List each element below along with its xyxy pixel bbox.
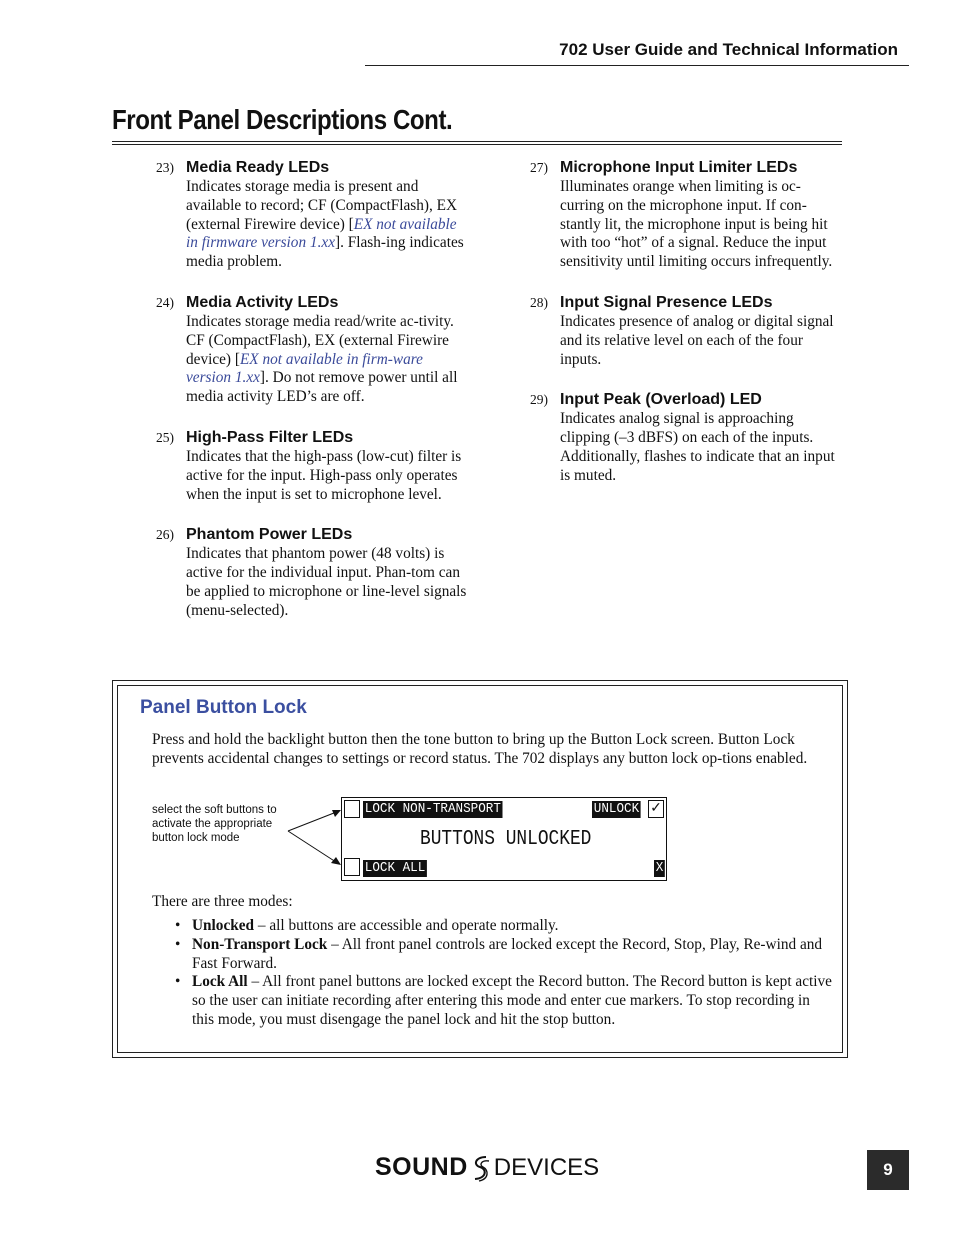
- unlock-label[interactable]: UNLOCK: [593, 801, 640, 817]
- arrowhead-bottom: [331, 857, 341, 865]
- lcd-status-text: BUTTONS UNLOCKED: [420, 828, 592, 851]
- item-title: Media Activity LEDs: [186, 293, 339, 311]
- item-body: Indicates that phantom power (48 volts) is active for the individual input. Phan-tom can be applied to microphone or line-level signals (menu-selected).: [186, 545, 467, 619]
- item-body: Indicates storage media read/write ac-tivity. CF (CompactFlash), EX (external Firewire device) [EX not available in firm-ware version 1.xx]. Do not remove power until all media activity LED’s are off.: [186, 312, 458, 406]
- panel-lock-intro: Press and hold the backlight button then the tone button to bring up the Button Lock screen. Button Lock prevents accidental changes to settings or record status. The 702 displays any button lock op-tions enabled.: [152, 731, 808, 767]
- mode-name: Non-Transport Lock: [192, 935, 328, 953]
- softkey-checkbox-top[interactable]: [344, 800, 360, 818]
- item-number: 26): [156, 527, 174, 543]
- list-item: [530, 390, 845, 485]
- list-item: [156, 158, 471, 272]
- list-item: [175, 917, 835, 936]
- mode-name: Lock All: [192, 973, 248, 991]
- list-item: [530, 158, 845, 272]
- item-body: Indicates that the high-pass (low-cut) filter is active for the input. High-pass only operates when the input is set to microphone level.: [186, 447, 462, 503]
- page-number: 9: [867, 1150, 909, 1190]
- check-icon: ✓: [648, 800, 664, 818]
- item-body: Indicates storage media is present and available to record; CF (CompactFlash), EX (external Firewire device) [EX not available in firmware version 1.xx]. Flash-ing indicates media problem.: [186, 178, 464, 271]
- item-title: High-Pass Filter LEDs: [186, 428, 354, 446]
- item-body: Illuminates orange when limiting is oc-curring on the microphone input. If con-stantly lit, the microphone input is being hit with too “hot” of a signal. Reduce the input sensitivity until limiting occurs infrequently.: [560, 178, 833, 271]
- mode-name: Unlocked: [192, 917, 255, 934]
- item-title: Microphone Input Limiter LEDs: [560, 159, 798, 176]
- item-body: Indicates presence of analog or digital signal and its relative level on each of the four inputs.: [560, 312, 834, 368]
- sound-devices-logo: SOUND DEVICES: [375, 1153, 600, 1181]
- arrow-line-top: [288, 811, 339, 831]
- panel-lock-heading: Panel Button Lock: [140, 697, 307, 718]
- lock-non-transport-label[interactable]: LOCK NON-TRANSPORT: [364, 801, 501, 817]
- left-column: [156, 158, 471, 642]
- mode-desc: – All front panel buttons are locked except the Record button. The Record button is kept active so the user can initiate recording after entering this mode and enter cue markers. To stop recording in this mode, you must disengage the panel lock and hit the stop button.: [192, 973, 832, 1028]
- item-number: 28): [530, 294, 548, 310]
- firmware-note: EX not available in firmware version 1.xx: [186, 215, 457, 252]
- list-item: [175, 973, 835, 1029]
- modes-intro: There are three modes:: [152, 893, 293, 910]
- item-title: Input Peak (Overload) LED: [560, 391, 762, 409]
- list-item: [156, 525, 471, 620]
- item-number: 25): [156, 429, 174, 445]
- item-title: Phantom Power LEDs: [186, 526, 353, 544]
- title-rule: [112, 141, 842, 145]
- list-item: [156, 293, 471, 407]
- item-body: Indicates analog signal is approaching clipping (–3 dBFS) on each of the inputs. Additionally, flashes to indicate that an input is muted.: [560, 410, 835, 484]
- item-title: Input Signal Presence LEDs: [560, 293, 773, 311]
- lock-all-label[interactable]: LOCK ALL: [364, 860, 426, 876]
- logo-s-swirl-icon: [469, 1154, 493, 1182]
- x-icon: X: [655, 860, 664, 876]
- item-title: Media Ready LEDs: [186, 159, 330, 176]
- list-item: [156, 428, 471, 504]
- item-number: 23): [156, 160, 174, 175]
- annotation-arrows: [286, 805, 346, 870]
- item-number: 27): [530, 160, 548, 175]
- firmware-note: EX not available in firm-ware version 1.xx: [186, 350, 423, 387]
- lcd-screen: [341, 797, 667, 881]
- annotation-text: select the soft buttons to activate the appropriate button lock mode: [152, 804, 277, 844]
- mode-desc: – all buttons are accessible and operate normally.: [254, 917, 559, 934]
- page-title: Front Panel Descriptions Cont.: [112, 104, 453, 135]
- list-item: [175, 936, 835, 974]
- modes-list: [175, 917, 835, 1030]
- list-item: [530, 293, 845, 369]
- softkey-checkbox-bottom[interactable]: [344, 858, 360, 876]
- header-rule: [365, 65, 909, 66]
- item-number: 29): [530, 392, 548, 408]
- arrow-line-bottom: [288, 831, 339, 864]
- running-header: 702 User Guide and Technical Information: [559, 40, 898, 59]
- mode-desc: – All front panel controls are locked except the Record, Stop, Play, Re-wind and Fast Forward.: [192, 935, 823, 972]
- item-number: 24): [156, 294, 174, 310]
- right-column: [530, 158, 845, 507]
